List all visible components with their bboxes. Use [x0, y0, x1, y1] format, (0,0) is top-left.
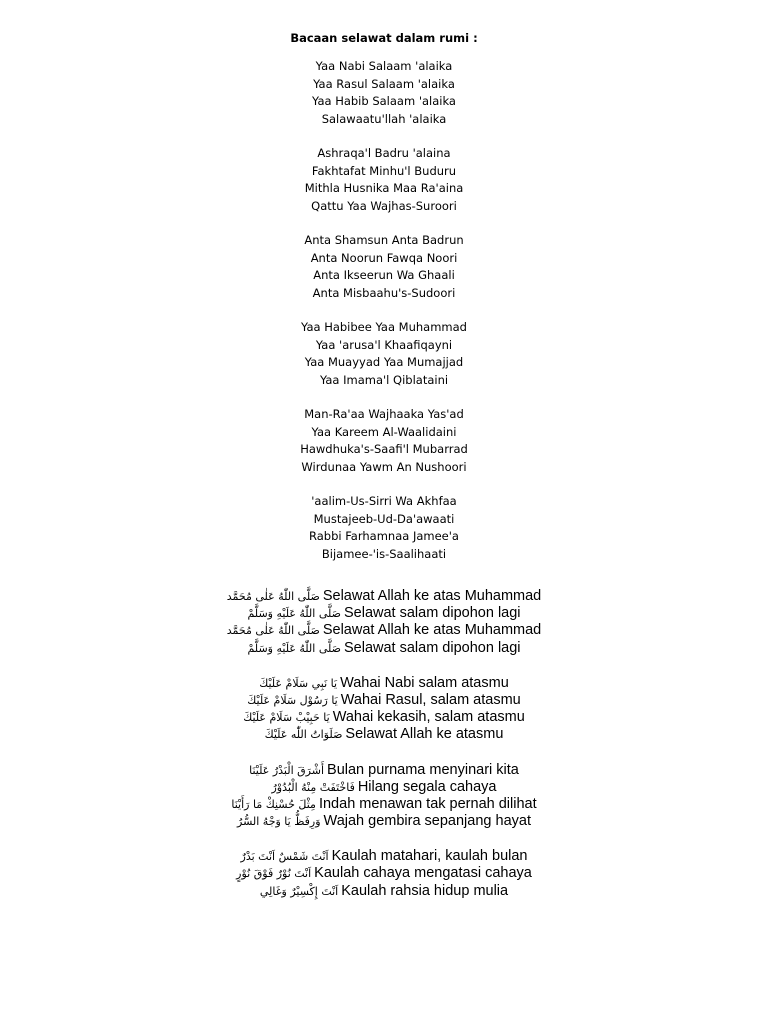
translation-line: [0, 883, 768, 900]
arabic-text: اَنْتَ شَمْسٌ اَنْتَ بَدْرٌ: [240, 850, 329, 864]
rumi-line: Wirdunaa Yawm An Nushoori: [301, 459, 467, 474]
rumi-line: Anta Ikseerun Wa Ghaali: [313, 268, 455, 282]
rumi-stanza: [0, 145, 768, 215]
translation-line: [0, 692, 768, 709]
malay-text: Selawat salam dipohon lagi: [343, 639, 521, 656]
malay-text: Kaulah rahsia hidup mulia: [341, 882, 509, 899]
malay-text: Selawat Allah ke atas Muhammad: [322, 588, 542, 604]
rumi-line: Mithla Husnika Maa Ra'aina: [304, 181, 464, 195]
rumi-line: Yaa 'arusa'l Khaafiqayni: [315, 337, 453, 352]
malay-text: Selawat Allah ke atas Muhammad: [322, 622, 542, 639]
rumi-title: Bacaan selawat dalam rumi :: [290, 31, 478, 45]
malay-text: Selawat Allah ke atasmu: [345, 726, 504, 743]
malay-text: Indah menawan tak pernah dilihat: [318, 795, 537, 812]
rumi-line: Mustajeeb-Ud-Da'awaati: [313, 511, 455, 526]
arabic-text: صَلَّى اللّٰهُ عَلٰى مُحَمَّد: [226, 590, 320, 603]
rumi-line: Yaa Habibee Yaa Muhammad: [301, 320, 467, 334]
rumi-line: Yaa Kareem Al-Waalidaini: [311, 424, 457, 439]
translation-line: [0, 588, 768, 605]
translation-line: [0, 813, 768, 830]
translation-stanza: [0, 848, 768, 900]
arabic-text: أَشْرَقَ الْبَدْرُ عَلَيْنَا: [249, 763, 325, 777]
arabic-text: يَا رَسُوْل سَلَامْ عَلَيْكَ: [247, 693, 338, 707]
translation-line: [0, 675, 768, 692]
arabic-text: وَرِفَظُّ يَا وَجْهُ السُّرُ: [237, 815, 321, 829]
rumi-line: Yaa Muayyad Yaa Mumajjad: [304, 355, 464, 369]
rumi-line: Bijamee-'is-Saalihaati: [321, 546, 447, 561]
malay-text: Selawat salam dipohon lagi: [343, 605, 521, 622]
malay-text: Wahai Rasul, salam atasmu: [340, 691, 521, 708]
translation-stanza: [0, 762, 768, 831]
rumi-stanza: [0, 232, 768, 302]
rumi-line: Salawaatu'llah 'alaika: [321, 111, 447, 126]
malay-text: Hilang segala cahaya: [357, 778, 497, 795]
arabic-text: صَلَّى اللّٰهُ عَلَيْهِ وَسَلَّمْ: [247, 641, 341, 655]
translation-section: [0, 588, 768, 918]
rumi-line: Hawdhuka's-Saafi'l Mubarrad: [300, 442, 468, 456]
malay-text: Kaulah cahaya mengatasi cahaya: [314, 865, 532, 882]
translation-line: [0, 622, 768, 639]
translation-line: [0, 605, 768, 622]
arabic-text: يَا حَبِيْبْ سَلَامْ عَلَيْكَ: [243, 711, 330, 725]
arabic-text: مِثْلَ حُسْنِكْ مَا رَأَيْنَا: [231, 797, 316, 811]
arabic-text: اَنْتَ نُوْرٌ فَوْقَ نُوْرٍ: [236, 867, 312, 881]
rumi-line: Anta Misbaahu's-Sudoori: [312, 285, 456, 300]
arabic-text: فَاخْتَفَتْ مِنْهُ الْبُدُوْرُ: [271, 780, 355, 794]
arabic-text: صَلَّى اللّٰهُ عَلَيْهِ وَسَلَّمْ: [247, 607, 341, 621]
arabic-text: يَا نَبِي سَلَامْ عَلَيْكَ: [259, 676, 338, 690]
rumi-line: Anta Shamsun Anta Badrun: [304, 233, 464, 247]
rumi-line: Yaa Rasul Salaam 'alaika: [313, 76, 455, 91]
rumi-line: 'aalim-Us-Sirri Wa Akhfaa: [311, 494, 457, 508]
rumi-stanza: [0, 406, 768, 476]
rumi-line: Anta Noorun Fawqa Noori: [310, 250, 458, 265]
translation-line: [0, 779, 768, 796]
rumi-stanza: [0, 319, 768, 389]
translation-line: [0, 848, 768, 865]
malay-text: Wahai kekasih, salam atasmu: [332, 709, 525, 726]
translation-stanza: [0, 675, 768, 744]
translation-line: [0, 796, 768, 813]
rumi-line: Yaa Nabi Salaam 'alaika: [315, 59, 453, 73]
rumi-line: Rabbi Farhamnaa Jamee'a: [309, 529, 459, 543]
rumi-line: Yaa Habib Salaam 'alaika: [312, 94, 456, 108]
rumi-line: Qattu Yaa Wajhas-Suroori: [311, 198, 457, 213]
rumi-line: Yaa Imama'l Qiblataini: [319, 372, 449, 387]
translation-line: [0, 726, 768, 743]
malay-text: Bulan purnama menyinari kita: [327, 761, 519, 778]
rumi-line: Ashraqa'l Badru 'alaina: [317, 146, 451, 160]
translation-line: [0, 865, 768, 882]
rumi-section: [0, 30, 768, 580]
malay-text: Wajah gembira sepanjang hayat: [323, 813, 531, 830]
translation-line: [0, 762, 768, 779]
arabic-text: صَلَوَاتُ اللّٰه عَلَيْكَ: [264, 728, 343, 742]
translation-stanza: [0, 588, 768, 657]
malay-text: Kaulah matahari, kaulah bulan: [331, 848, 528, 865]
rumi-stanza: [0, 58, 768, 128]
translation-line: [0, 709, 768, 726]
arabic-text: صَلَّى اللّٰهُ عَلٰى مُحَمَّد: [226, 624, 320, 638]
malay-text: Wahai Nabi salam atasmu: [340, 674, 509, 691]
rumi-line: Man-Ra'aa Wajhaaka Yas'ad: [304, 407, 464, 421]
translation-line: [0, 640, 768, 657]
arabic-text: اَنْتَ إِكْسِيْرٌ وَغَالِي: [259, 884, 339, 898]
rumi-line: Fakhtafat Minhu'l Buduru: [311, 163, 457, 178]
rumi-stanza: [0, 493, 768, 563]
